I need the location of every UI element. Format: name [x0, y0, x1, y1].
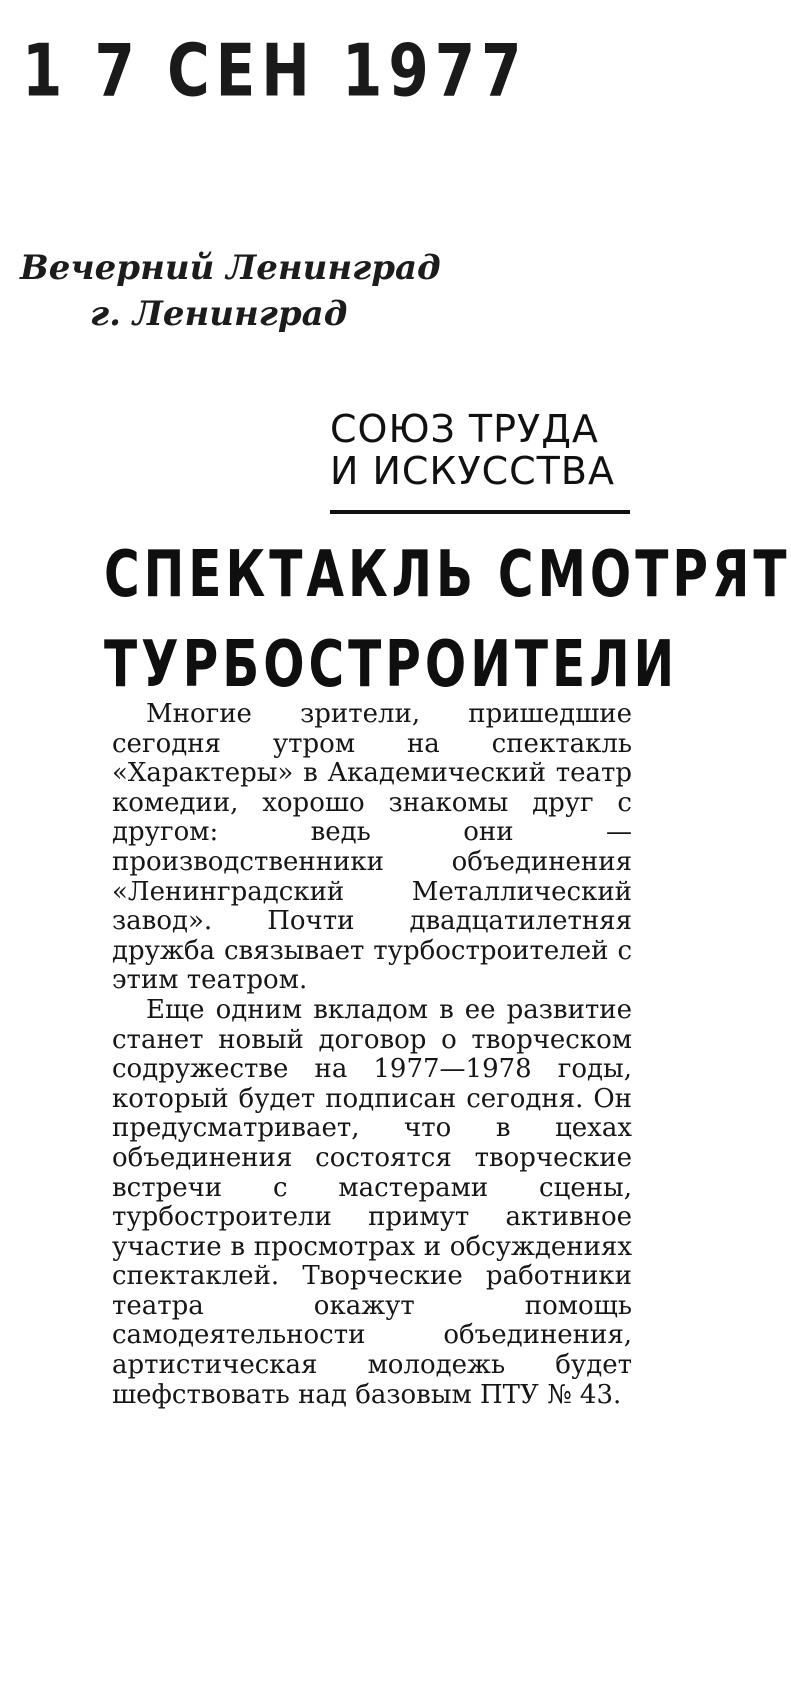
newspaper-name: Вечерний Ленинград	[20, 248, 441, 288]
headline-line-1: СПЕКТАКЛЬ СМОТРЯТ	[104, 537, 791, 612]
paragraph-2: Еще одним вкладом в ее развитие станет новый договор о творческом содружестве на 1977—1978 годы, который будет подписан сегодня. Он предусматривает, что в цехах объединения состоятся творческие встречи с мастерами сцены, турбостроители примут активное участие в просмотрах и обсуждениях спектаклей. Творческие работники театра окажут помощь самодеятельности объединения, артистическая молодежь будет шефствовать над базовым ПТУ № 43.	[112, 994, 632, 1410]
rubric-line-2: И ИСКУССТВА	[330, 449, 615, 493]
rubric-underline	[330, 510, 630, 514]
article-body	[112, 700, 632, 1410]
article-headline	[104, 530, 791, 709]
newspaper-stamp	[20, 248, 460, 334]
paragraph-1: Многие зрители, пришедшие сегодня утром на спектакль «Характеры» в Академический театр комедии, хорошо знакомы друг с другом: ведь они — производственники объединения «Ленинградский Металлический завод». Почти двадцатилетняя дружба связывает турбостроителей с этим театром.	[112, 699, 632, 996]
date-stamp: 1 7 СЕН 1977	[22, 28, 528, 113]
rubric-heading	[330, 408, 630, 492]
headline-line-2: ТУРБОСТРОИТЕЛИ	[104, 626, 679, 702]
rubric-line-1: СОЮЗ ТРУДА	[330, 407, 599, 451]
newspaper-city: г. Ленинград	[90, 294, 348, 334]
